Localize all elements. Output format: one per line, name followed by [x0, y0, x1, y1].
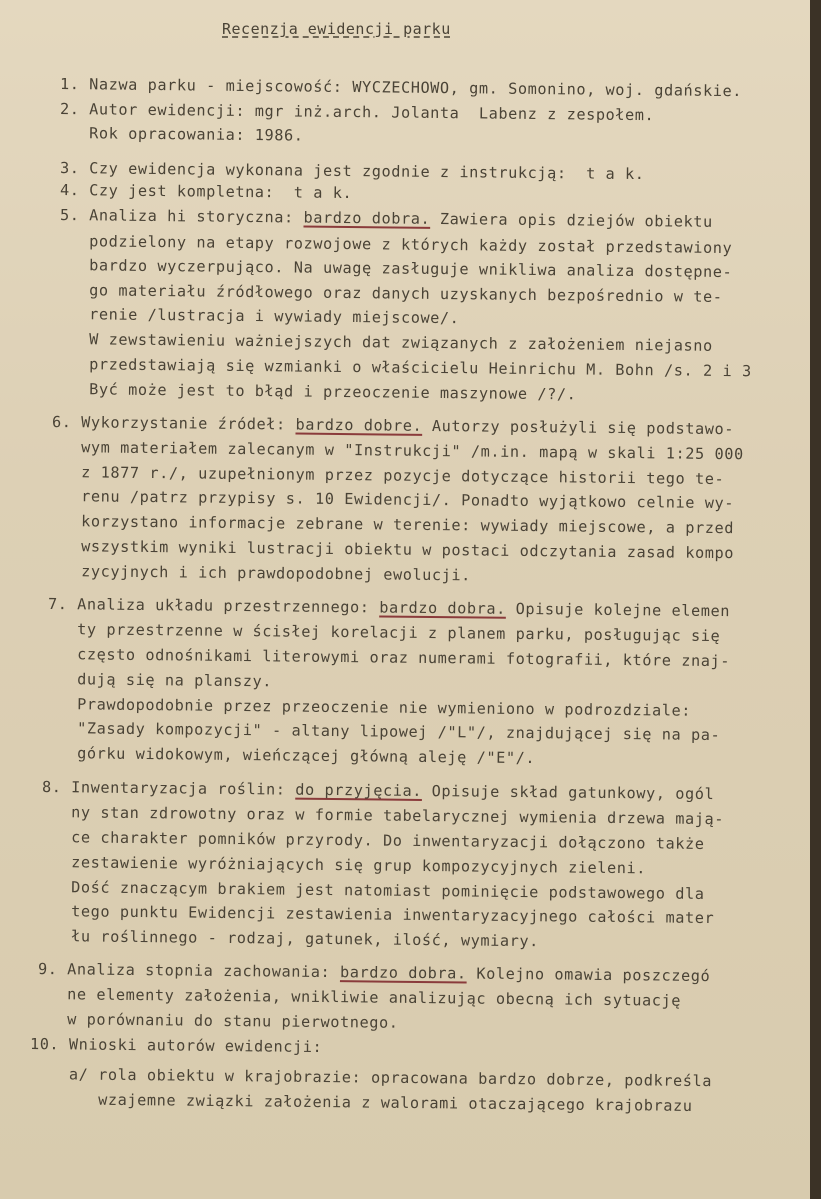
text-line — [60, 232, 732, 257]
text-line — [38, 960, 710, 985]
line-text: 1. Nazwa parku - miejscowość: WYCZECHOWO, gm. Somonino, woj. gdańskie. — [59, 75, 743, 101]
line-text: renu /patrz przypisy s. 10 Ewidencji/. Ponadto wyjątkowo celnie wy- — [51, 487, 735, 513]
text-line — [48, 695, 691, 720]
text-line — [52, 463, 724, 488]
line-text: 3. Czy ewidencja wykonana jest zgodnie z instrukcją: t a k. — [59, 159, 645, 184]
text-line — [60, 281, 723, 306]
text-line — [30, 1090, 693, 1115]
text-line — [60, 355, 752, 380]
underlined-rating: bardzo dobra. — [339, 963, 467, 983]
text-line — [52, 562, 471, 584]
text-line — [30, 1065, 712, 1090]
line-text: wzajemne związki założenia z walorami otaczającego krajobrazu — [29, 1090, 693, 1115]
line-text: z 1877 r./, uzupełnionym przez pozycje dotyczące historii tego te- — [51, 463, 725, 489]
line-text: Prawdopodobnie przez przeoczenie nie wymieniono w podrozdziale: — [47, 695, 692, 720]
line-text: 6. Wykorzystanie źródeł: — [51, 413, 296, 434]
line-text-continued: Opisuje kolejne elemen — [505, 599, 731, 621]
line-text: korzystano informacje zebrane w terenie: wywiady miejscowe, a przed — [51, 512, 735, 538]
line-text: wym materiałem zalecanym w "Instrukcji" /m.in. mapą w skali 1:25 000 — [51, 438, 744, 464]
line-text: ny stan zdrowotny oraz w formie tabelarycznej wymienia drzewa mają- — [41, 803, 725, 829]
text-line — [42, 853, 646, 877]
underlined-rating: bardzo dobra. — [303, 208, 431, 228]
text-line — [60, 159, 645, 183]
line-text: 2. Autor ewidencji: mgr inż.arch. Jolanta Labenz z zespołem. — [59, 100, 655, 125]
line-text: ty przestrzenne w ścisłej korelacji z planem parku, posługując się — [47, 620, 721, 646]
text-line — [52, 487, 734, 512]
document-title: Recenzja ewidencji parku — [222, 20, 451, 38]
text-line — [38, 985, 681, 1010]
underlined-rating: do przyjęcia. — [295, 780, 423, 800]
text-line — [52, 512, 734, 537]
line-text: przedstawiają się wzmianki o właścicielu Heinrichu M. Bohn /s. 2 i 3 — [59, 355, 752, 381]
line-text: Dość znaczącym brakiem jest natomiast pominięcie podstawowego dla — [41, 878, 705, 903]
text-line — [48, 719, 720, 744]
line-text: 9. Analiza stopnia zachowania: — [37, 960, 341, 982]
line-text: łu roślinnego - rodzaj, gatunek, ilość, wymiary. — [41, 927, 540, 951]
text-line — [60, 206, 713, 231]
line-text: ce charakter pomników przyrody. Do inwentaryzacji dołączono także — [41, 828, 705, 853]
line-text-continued: Opisuje skład gatunkowy, ogól — [421, 781, 715, 804]
text-line — [48, 645, 730, 670]
line-text: W zewstawieniu ważniejszych dat związanych z założeniem niejasno — [59, 330, 713, 355]
text-line — [48, 670, 272, 690]
text-line — [60, 181, 352, 202]
text-line — [60, 330, 713, 355]
text-line — [42, 878, 705, 903]
line-text: tego punktu Ewidencji zestawienia inwentaryzacyjnego całości mater — [41, 902, 715, 928]
text-line — [52, 413, 734, 438]
text-line — [60, 380, 577, 403]
underlined-rating: bardzo dobre. — [295, 415, 423, 435]
text-line — [48, 744, 535, 767]
line-text-continued: Kolejno omawia poszczegó — [466, 964, 711, 986]
line-text-continued: Autorzy posłużyli się podstawo- — [422, 416, 735, 439]
page-edge — [810, 0, 821, 1199]
line-text: a/ rola obiektu w krajobrazie: opracowana bardzo dobrze, podkreśla — [29, 1065, 713, 1091]
line-text: 8. Inwentaryzacja roślin: — [41, 778, 296, 799]
text-line — [42, 927, 539, 950]
line-text: ne elementy założenia, wnikliwie analizując obecną ich sytuację — [37, 985, 682, 1010]
line-text: górku widokowym, wieńczącej główną aleję /"E"/. — [47, 744, 536, 768]
text-line — [52, 537, 734, 562]
line-text: 5. Analiza hi storyczna: — [59, 206, 304, 227]
line-text: Być może jest to błąd i przeoczenie maszynowe /?/. — [59, 380, 577, 404]
line-text: Rok opracowania: 1986. — [59, 124, 304, 145]
line-text: często odnośnikami literowymi oraz numerami fotografii, które znaj- — [47, 645, 731, 671]
text-line — [42, 828, 705, 853]
text-line — [60, 75, 742, 100]
text-line — [30, 1035, 322, 1056]
underlined-rating: bardzo dobra. — [379, 598, 507, 618]
line-text: "Zasady kompozycji" - altany lipowej /"L"/, znajdującej się na pa- — [47, 719, 721, 745]
text-line — [48, 620, 720, 645]
line-text: zycyjnych i ich prawdopodobnej ewolucji. — [51, 562, 472, 585]
line-text: zestawienie wyróżniających się grup kompozycyjnych zieleni. — [41, 853, 647, 878]
text-line — [42, 778, 714, 803]
text-line — [38, 1010, 399, 1032]
line-text: 4. Czy jest kompletna: t a k. — [59, 181, 353, 203]
text-line — [60, 124, 304, 145]
text-line — [60, 256, 732, 281]
text-line — [60, 305, 460, 327]
line-text: renie /lustracja i wywiady miejscowe/. — [59, 305, 460, 328]
text-line — [60, 100, 655, 124]
line-text: 10. Wnioski autorów ewidencji: — [29, 1035, 323, 1057]
line-text: wszystkim wyniki lustracji obiektu w postaci odczytania zasad kompo — [51, 537, 735, 563]
text-line — [42, 803, 724, 828]
line-text-continued: Zawiera opis dziejów obiektu — [430, 209, 713, 231]
line-text: podzielony na etapy rozwojowe z których każdy został przedstawiony — [59, 232, 733, 258]
text-line — [42, 902, 714, 927]
line-text: go materiału źródłowego oraz danych uzyskanych bezpośrednio w te- — [59, 281, 723, 306]
line-text: bardzo wyczerpująco. Na uwagę zasługuje wnikliwa analiza dostępne- — [59, 256, 733, 282]
line-text: w porównaniu do stanu pierwotnego. — [37, 1010, 399, 1032]
line-text: dują się na planszy. — [47, 670, 273, 691]
text-line — [48, 595, 730, 620]
text-line — [52, 438, 744, 463]
line-text: 7. Analiza układu przestrzennego: — [47, 595, 380, 617]
